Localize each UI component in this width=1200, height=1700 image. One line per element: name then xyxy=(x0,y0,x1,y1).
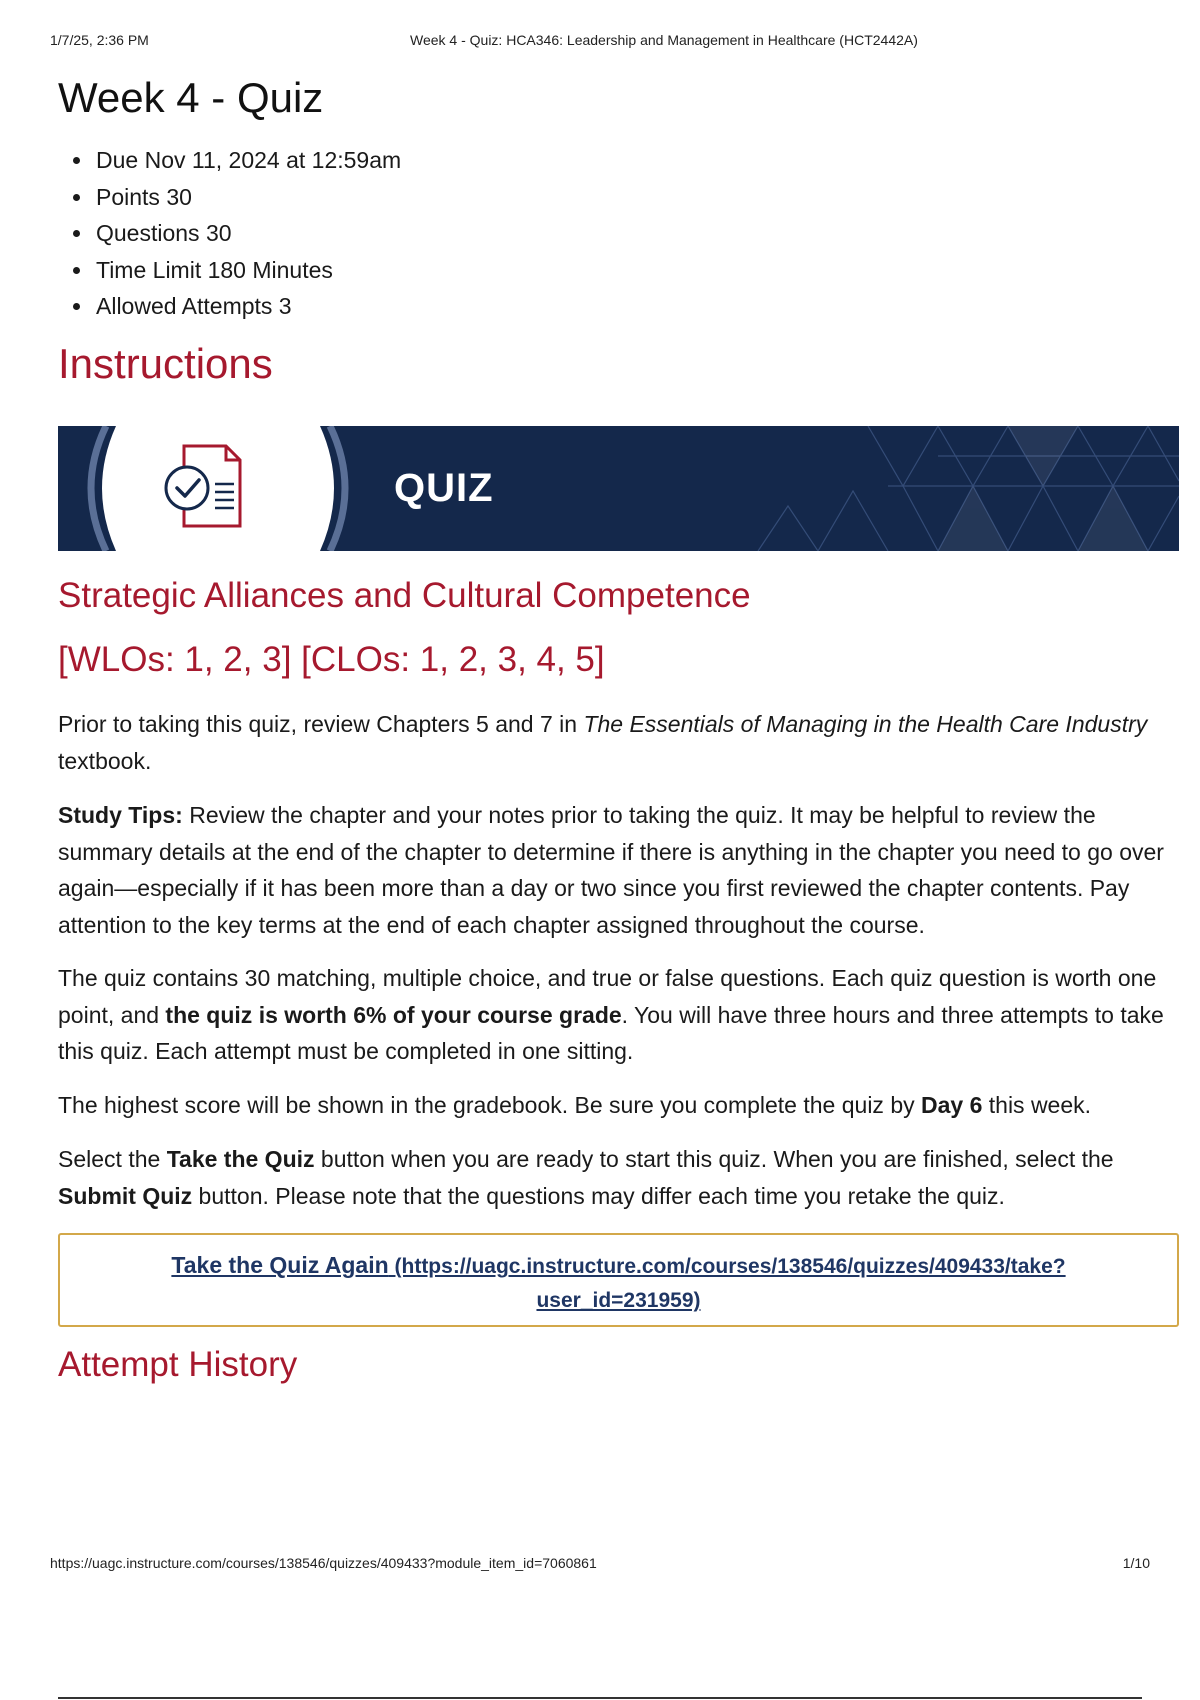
take-quiz-url-line1[interactable]: (https://uagc.instructure.com/courses/138546/quizzes/409433/take? xyxy=(394,1255,1066,1278)
take-quiz-box xyxy=(58,1233,1179,1327)
study-tips-text: Review the chapter and your notes prior to taking the quiz. It may be helpful to review the summary details at the end of the chapter to determine if there is anything in the chapter you need to go over again—especially if it has been more than a day or two since you first reviewed the chapter contents. Pay attention to the key terms at the end of each chapter assigned throughout the course. xyxy=(58,802,1164,938)
attempt-history-heading: Attempt History xyxy=(58,1345,298,1384)
print-footer xyxy=(50,1555,1150,1575)
quiz-format-text-before: The quiz contains 30 matching, multiple choice, and true or false questions. Each quiz question is worth one point, and xyxy=(58,965,1157,1028)
quiz-format-paragraph xyxy=(58,960,1183,1070)
due-day-text: Day 6 xyxy=(921,1092,983,1118)
instructions-heading: Instructions xyxy=(58,340,273,387)
quiz-format-text-after: . You will have three hours and three attempts to take this quiz. Each attempt must be completed in one sitting. xyxy=(58,1001,1164,1064)
take-quiz-text-2: button when you are ready to start this quiz. When you are finished, select the xyxy=(314,1146,1114,1172)
study-tips-label: Study Tips: xyxy=(58,802,183,828)
print-date: 1/7/25, 2:36 PM xyxy=(50,32,149,48)
reading-text-after: textbook. xyxy=(58,747,152,774)
print-header xyxy=(50,32,1150,52)
quiz-details-list xyxy=(96,142,401,325)
gradebook-paragraph xyxy=(58,1087,1183,1124)
textbook-title: The Essentials of Managing in the Health Care Industry xyxy=(583,711,1148,737)
learning-outcomes: [WLOs: 1, 2, 3] [CLOs: 1, 2, 3, 4, 5] xyxy=(58,640,605,679)
take-quiz-again-link[interactable] xyxy=(171,1252,1066,1312)
reading-paragraph xyxy=(58,706,1183,779)
due-date: Due Nov 11, 2024 at 12:59am xyxy=(96,142,401,179)
print-url: https://uagc.instructure.com/courses/138546/quizzes/409433?module_item_id=7060861 xyxy=(50,1555,597,1571)
print-title: Week 4 - Quiz: HCA346: Leadership and Management in Healthcare (HCT2442A) xyxy=(410,32,918,48)
banner-label: QUIZ xyxy=(394,466,494,510)
points: Points 30 xyxy=(96,179,401,216)
banner-graphic xyxy=(58,426,1179,551)
page-title: Week 4 - Quiz xyxy=(58,74,324,121)
gradebook-text-before: The highest score will be shown in the gradebook. Be sure you complete the quiz by xyxy=(58,1092,921,1118)
section-title: Strategic Alliances and Cultural Competence xyxy=(58,576,751,615)
grade-weight-text: the quiz is worth 6% of your course grade xyxy=(165,1001,622,1028)
study-tips-paragraph xyxy=(58,797,1183,943)
take-quiz-term: Take the Quiz xyxy=(166,1146,315,1172)
page-number: 1/10 xyxy=(1122,1555,1150,1571)
take-quiz-text-3: button. Please note that the questions may differ each time you retake the quiz. xyxy=(192,1182,1005,1209)
take-quiz-url-line2[interactable]: user_id=231959) xyxy=(536,1289,701,1312)
reading-text-before: Prior to taking this quiz, review Chapters 5 and 7 in xyxy=(58,711,584,737)
gradebook-text-after: this week. xyxy=(982,1092,1092,1118)
questions-count: Questions 30 xyxy=(96,215,401,252)
take-quiz-text-1: Select the xyxy=(58,1146,167,1172)
take-quiz-again-label[interactable]: Take the Quiz Again xyxy=(171,1252,389,1278)
time-limit: Time Limit 180 Minutes xyxy=(96,252,401,289)
quiz-banner xyxy=(58,426,1179,551)
allowed-attempts: Allowed Attempts 3 xyxy=(96,288,401,325)
bottom-divider xyxy=(58,1697,1142,1699)
take-quiz-paragraph xyxy=(58,1141,1183,1214)
submit-quiz-term: Submit Quiz xyxy=(58,1182,193,1209)
